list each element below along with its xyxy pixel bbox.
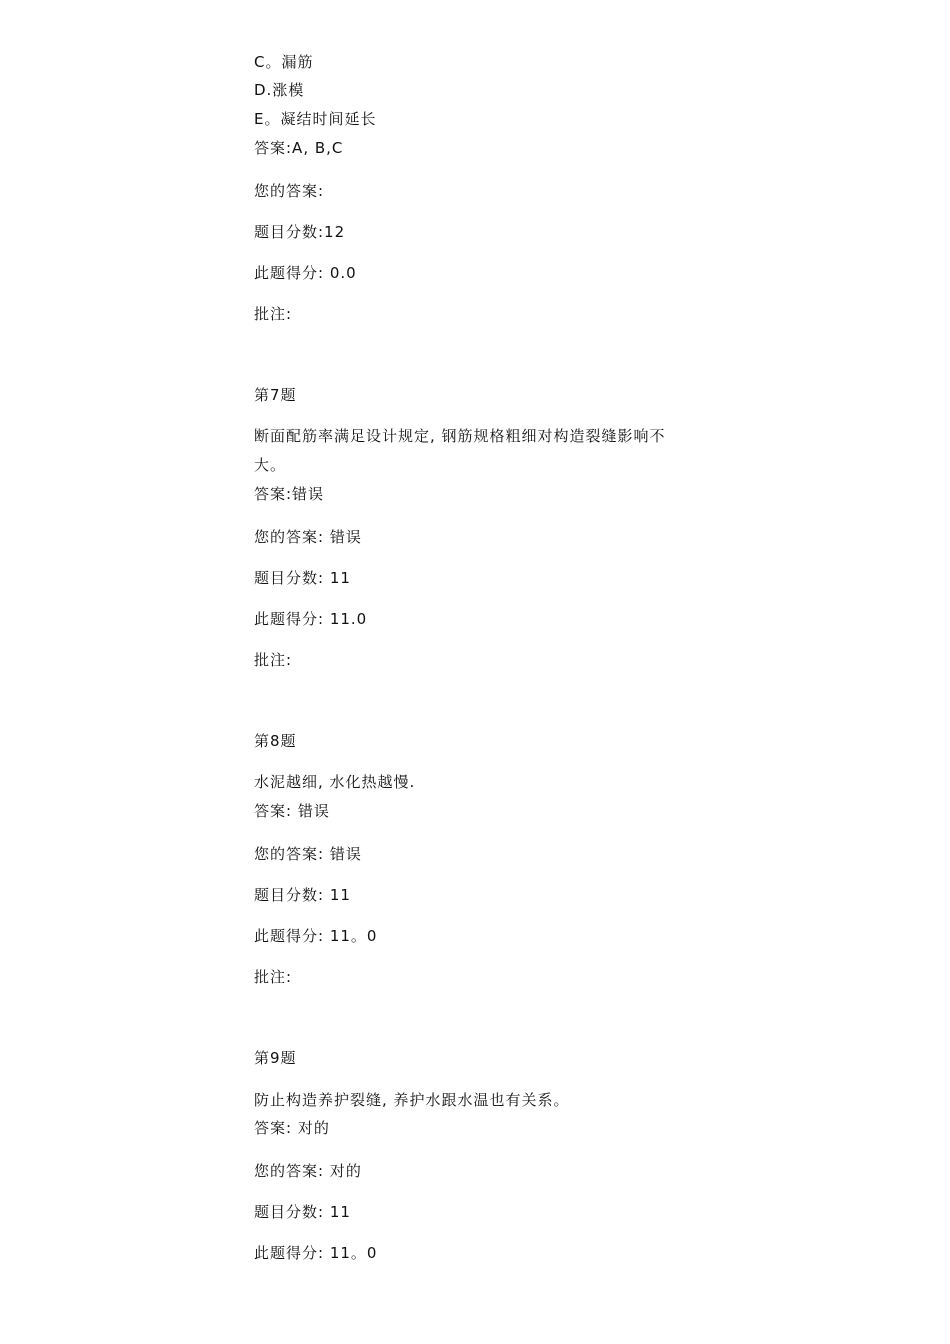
q7-comment: 批注: xyxy=(254,651,293,669)
q8-title: 第8题 xyxy=(254,732,297,750)
q8-points: 题目分数: 11 xyxy=(254,886,351,904)
q7-question-line2: 大。 xyxy=(254,456,287,474)
q7-score: 此题得分: 11.0 xyxy=(254,610,368,628)
q8-question: 水泥越细, 水化热越慢. xyxy=(254,773,416,791)
q8-score: 此题得分: 11。0 xyxy=(254,927,378,945)
option-c: C。漏筋 xyxy=(254,53,314,71)
q7-question-line1: 断面配筋率满足设计规定, 钢筋规格粗细对构造裂缝影响不 xyxy=(254,427,666,445)
q6-score: 此题得分: 0.0 xyxy=(254,264,357,282)
q7-answer: 答案:错误 xyxy=(254,485,325,503)
q9-title: 第9题 xyxy=(254,1049,297,1067)
q9-points: 题目分数: 11 xyxy=(254,1203,351,1221)
q6-points: 题目分数:12 xyxy=(254,223,346,241)
q7-title: 第7题 xyxy=(254,386,297,404)
q7-your-answer: 您的答案: 错误 xyxy=(254,528,362,546)
q7-points: 题目分数: 11 xyxy=(254,569,351,587)
q9-score: 此题得分: 11。0 xyxy=(254,1244,378,1262)
option-d: D.涨模 xyxy=(254,81,305,99)
q6-comment: 批注: xyxy=(254,305,293,323)
q6-answer: 答案:A, B,C xyxy=(254,139,344,157)
q9-question: 防止构造养护裂缝, 养护水跟水温也有关系。 xyxy=(254,1091,570,1109)
q6-your-answer: 您的答案: xyxy=(254,182,325,200)
q8-your-answer: 您的答案: 错误 xyxy=(254,845,362,863)
q9-answer: 答案: 对的 xyxy=(254,1119,330,1137)
q8-comment: 批注: xyxy=(254,968,293,986)
q8-answer: 答案: 错误 xyxy=(254,802,330,820)
option-e: E。凝结时间延长 xyxy=(254,110,377,128)
q9-your-answer: 您的答案: 对的 xyxy=(254,1162,362,1180)
